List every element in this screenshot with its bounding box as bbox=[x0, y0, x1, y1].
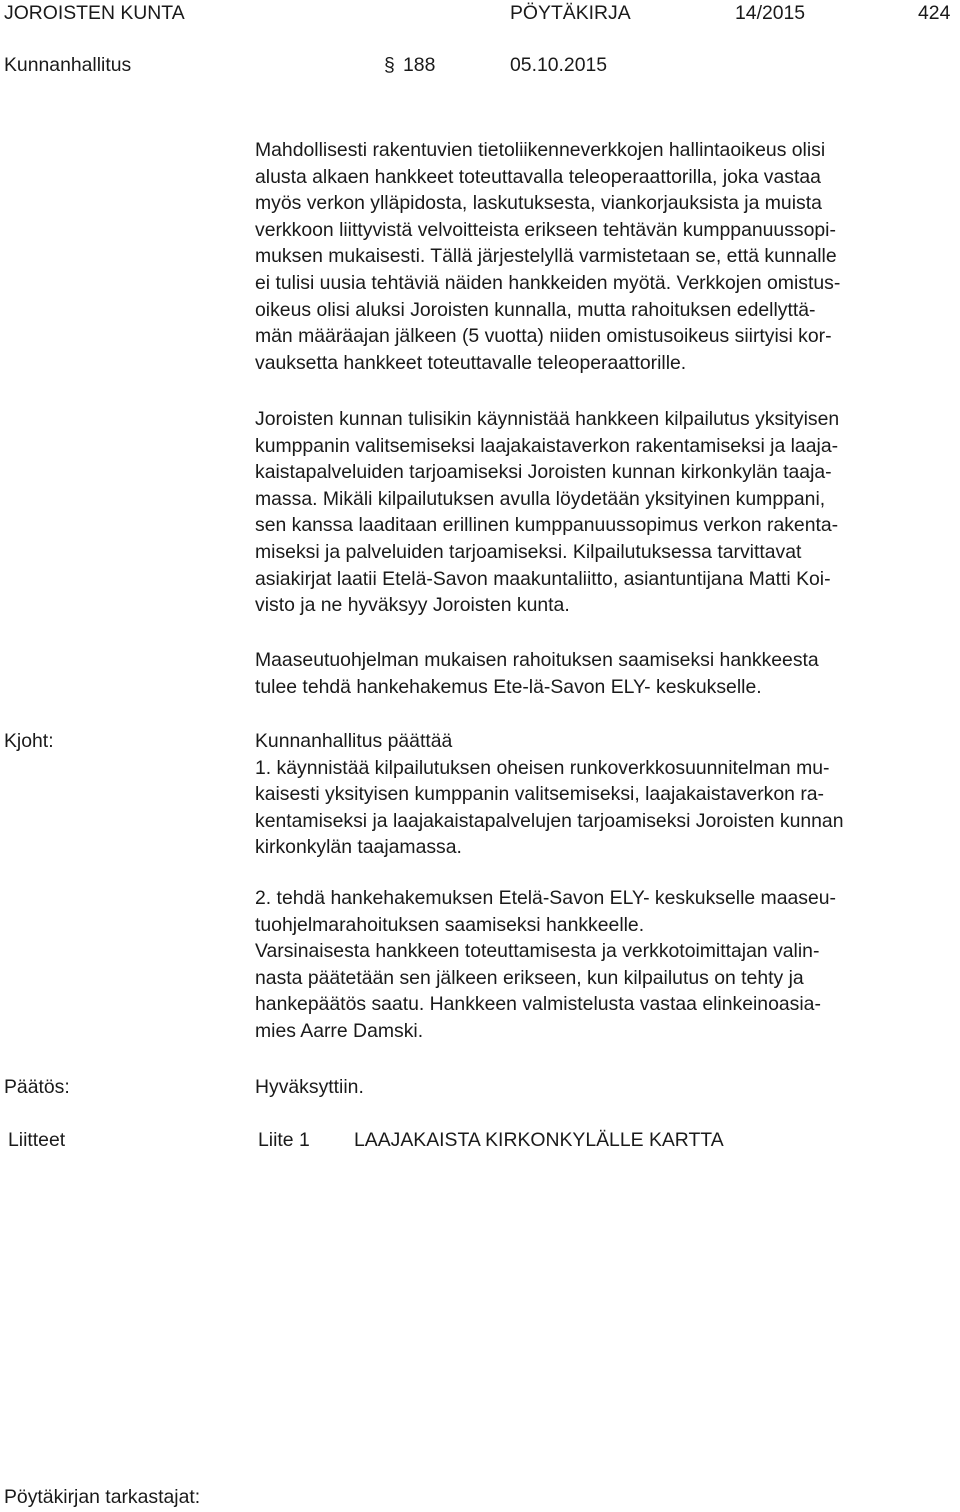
text-line: tuohjelmarahoituksen saamiseksi hankkeelle. bbox=[255, 913, 645, 936]
proposal-item-2 bbox=[255, 885, 955, 1045]
attachment-title: LAAJAKAISTA KIRKONKYLÄLLE KARTTA bbox=[354, 1129, 724, 1151]
section-number: 188 bbox=[403, 54, 436, 76]
text-line: kumppanin valitsemiseksi laajakaistaverkon rakentamiseksi ja laaja- bbox=[255, 434, 839, 457]
text-line: visto ja ne hyväksyy Joroisten kunta. bbox=[255, 594, 570, 617]
text-line: Varsinaisesta hankkeen toteuttamisesta ja verkkotoimittajan valin- bbox=[255, 940, 820, 963]
text-line: män määräajan jälkeen (5 vuotta) niiden omistusoikeus siirtyisi kor- bbox=[255, 325, 832, 348]
meeting-date: 05.10.2015 bbox=[510, 54, 608, 76]
decision-text: Hyväksyttiin. bbox=[255, 1076, 364, 1098]
text-line: 2. tehdä hankehakemuksen Etelä-Savon ELY- keskukselle maaseu- bbox=[255, 887, 836, 909]
text-line: vauksetta hankkeet toteuttavalle teleoperaattorille. bbox=[255, 351, 687, 374]
text-line: nasta päätetään sen jälkeen erikseen, kun kilpailutus on tehty ja bbox=[255, 966, 804, 989]
text-line: hankepäätös saatu. Hankkeen valmistelusta vastaa elinkeinoasia- bbox=[255, 993, 821, 1016]
attachment-id: Liite 1 bbox=[258, 1129, 310, 1151]
text-line: tulee tehdä hankehakemus Ete-lä-Savon ELY- keskukselle. bbox=[255, 675, 762, 698]
text-line: kirkonkylän taajamassa. bbox=[255, 836, 462, 859]
paragraph-2 bbox=[255, 406, 955, 619]
text-line: miseksi ja palveluiden tarjoamiseksi. Kilpailutuksessa tarvittavat bbox=[255, 540, 802, 563]
text-line: Joroisten kunnan tulisikin käynnistää hankkeen kilpailutus yksityisen bbox=[255, 408, 840, 430]
text-line: mies Aarre Damski. bbox=[255, 1019, 424, 1042]
text-line: kaisesti yksityisen kumppanin valitsemiseksi, laajakaistaverkon ra- bbox=[255, 783, 825, 806]
section-symbol: § bbox=[384, 54, 395, 76]
text-line: massa. Mikäli kilpailutuksen avulla löydetään yksityinen kumppani, bbox=[255, 487, 826, 510]
text-line: 1. käynnistää kilpailutuksen oheisen runkoverkkosuunnitelman mu- bbox=[255, 756, 830, 779]
paragraph-1 bbox=[255, 137, 955, 376]
proposal-heading: Kunnanhallitus päättää bbox=[255, 730, 453, 752]
text-line: sen kanssa laaditaan erillinen kumppanuussopimus verkon rakenta- bbox=[255, 514, 839, 537]
doc-number: 14/2015 bbox=[735, 2, 806, 24]
text-line: alusta alkaen hankkeet toteuttavalla teleoperaattorilla, joka vastaa bbox=[255, 165, 821, 188]
proposal-block bbox=[255, 728, 955, 861]
page-number: 424 bbox=[918, 2, 951, 24]
text-line: muksen mukaisesti. Tällä järjestelyllä varmistetaan se, että kunnalle bbox=[255, 245, 837, 268]
text-line: myös verkon ylläpidosta, laskutuksesta, viankorjauksista ja muista bbox=[255, 192, 822, 215]
text-line: asiakirjat laatii Etelä-Savon maakuntaliitto, asiantuntijana Matti Koi- bbox=[255, 567, 831, 590]
text-line: Mahdollisesti rakentuvien tietoliikenneverkkojen hallintaoikeus olisi bbox=[255, 139, 826, 161]
text-line: Maaseutuohjelman mukaisen rahoituksen saamiseksi hankkeesta bbox=[255, 649, 819, 671]
text-line: ei tulisi uusia tehtäviä näiden hankkeiden myötä. Verkkojen omistus- bbox=[255, 271, 841, 294]
reviewers-label: Pöytäkirjan tarkastajat: bbox=[4, 1486, 201, 1508]
doc-type: PÖYTÄKIRJA bbox=[510, 2, 631, 24]
governing-body: Kunnanhallitus bbox=[4, 54, 132, 76]
paragraph-3 bbox=[255, 647, 955, 700]
org-name: JOROISTEN KUNTA bbox=[4, 2, 185, 24]
text-line: kentamiseksi ja laajakaistapalvelujen tarjoamiseksi Joroisten kunnan bbox=[255, 809, 844, 832]
proposal-label: Kjoht: bbox=[4, 730, 54, 752]
decision-label: Päätös: bbox=[4, 1076, 70, 1098]
text-line: kaistapalveluiden tarjoamiseksi Joroisten kunnan kirkonkylän taaja- bbox=[255, 461, 832, 484]
text-line: oikeus olisi aluksi Joroisten kunnalla, mutta rahoituksen edellyttä- bbox=[255, 298, 816, 321]
text-line: verkkoon liittyvistä velvoitteista erikseen tehtävän kumppanuussopi- bbox=[255, 218, 836, 241]
attachments-label: Liitteet bbox=[8, 1129, 66, 1151]
